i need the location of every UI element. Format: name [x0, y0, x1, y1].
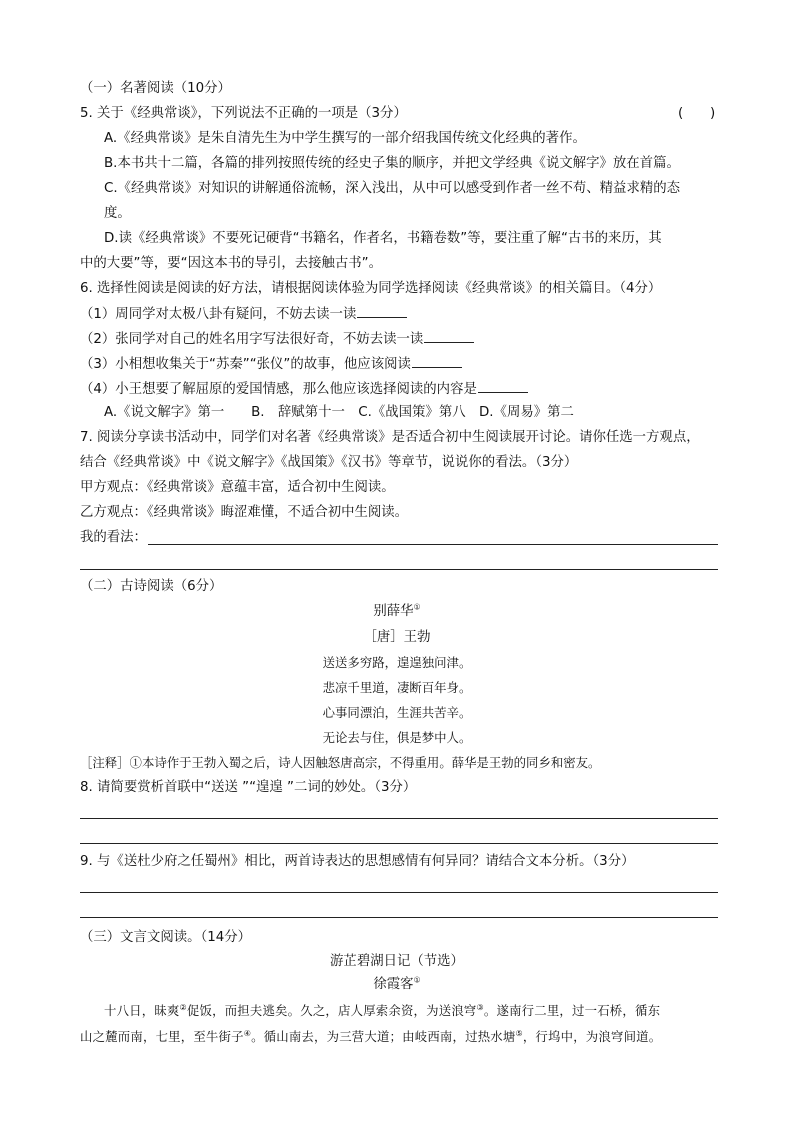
q6-item-4: （4）小王想要了解屈原的爱国情感，那么他应该选择阅读的内容是 [80, 378, 528, 400]
q5-option-c-line2: 度。 [104, 206, 131, 221]
q5-option-c-line1: C.《经典常谈》对知识的讲解通俗流畅，深入浅出，从中可以感受到作者一丝不苟、精益求精的态 [104, 181, 681, 196]
q5-option-d-line1: D.读《经典常谈》不要死记硬背“书籍名，作者名，书籍卷数”等，要注重了解“古书的来历，其 [104, 231, 662, 246]
q5-option-d-line2: 中的大要”等，要“因这本书的导引，去接触古书”。 [80, 256, 383, 271]
classical-paragraph-line-1: 十八日，昧爽②促饭，而担夫逃矣。久之，店人厚索余资，为送浪穹③。遂南行二里，过一石桥，循东 [104, 1002, 661, 1018]
poem-annotation: ［注释］①本诗作于王勃入蜀之后，诗人因触怒唐高宗，不得重用。薛华是王勃的同乡和密友。 [80, 755, 601, 770]
answer-line[interactable] [80, 818, 718, 819]
q6-item-1: （1）周同学对太极八卦有疑问，不妨去读一读 [80, 303, 407, 325]
question-7-stem-line1: 7. 阅读分享读书活动中，同学们对名著《经典常谈》是否适合初中生阅读展开讨论。请你任选一方观点， [80, 430, 700, 445]
q6-options: A.《说文解字》第一 B. 辞赋第十一 C.《战国策》第八 D.《周易》第二 [104, 405, 574, 420]
answer-blank[interactable] [357, 303, 407, 318]
section-title-poem: （二）古诗阅读（6分） [80, 579, 223, 594]
classical-text-title: 游芷碧湖日记（节选） [330, 954, 464, 969]
q7-view-yi: 乙方观点：《经典常谈》晦涩难懂，不适合初中生阅读。 [80, 505, 409, 520]
q5-option-a: A.《经典常谈》是朱自清先生为中学生撰写的一部介绍我国传统文化经典的著作。 [104, 131, 586, 146]
question-5-stem: 5. 关于《经典常谈》，下列说法不正确的一项是（3分） [80, 106, 407, 121]
poem-author: ［唐］王勃 [363, 630, 431, 645]
poem-line-1: 送送多穷路，遑遑独问津。 [322, 655, 472, 670]
question-8: 8. 请简要赏析首联中“送送 ”“遑遑 ”二词的妙处。（3分） [80, 780, 417, 795]
question-9: 9. 与《送杜少府之任蜀州》相比，两首诗表达的思想感情有何异同？请结合文本分析。（3分） [80, 854, 635, 869]
answer-line[interactable] [148, 544, 718, 545]
q7-view-jia: 甲方观点：《经典常谈》意蕴丰富，适合初中生阅读。 [80, 480, 395, 495]
q7-my-view-label: 我的看法： [80, 530, 147, 545]
answer-line[interactable] [80, 843, 718, 844]
poem-line-2: 悲凉千里道，凄断百年身。 [322, 680, 472, 695]
section-title-famous-books: （一）名著阅读（10分） [80, 81, 231, 96]
poem-title: 别薛华① [373, 602, 421, 619]
classical-text-author: 徐霞客① [373, 975, 421, 992]
answer-blank[interactable] [478, 378, 528, 393]
q5-option-b: B.本书共十二篇，各篇的排列按照传统的经史子集的顺序，并把文学经典《说文解字》放在首篇。 [104, 156, 680, 171]
answer-paren[interactable]: ( ) [678, 106, 716, 121]
q6-item-3: （3）小相想收集关于“苏秦”“张仪”的故事，他应该阅读 [80, 353, 462, 375]
answer-line[interactable] [80, 892, 718, 893]
question-7-stem-line2: 结合《经典常谈》中《说文解字》《战国策》《汉书》等章节，说说你的看法。（3分） [80, 455, 578, 470]
answer-blank[interactable] [412, 353, 462, 368]
question-6-stem: 6. 选择性阅读是阅读的好方法，请根据阅读体验为同学选择阅读《经典常谈》的相关篇目。（4分） [80, 281, 662, 296]
section-title-classical: （三）文言文阅读。（14分） [80, 930, 252, 945]
answer-line[interactable] [80, 917, 718, 918]
q6-item-2: （2）张同学对自己的姓名用字写法很好奇，不妨去读一读 [80, 328, 474, 350]
poem-line-3: 心事同漂泊，生涯共苦辛。 [322, 705, 472, 720]
answer-line[interactable] [80, 569, 718, 570]
classical-paragraph-line-2: 山之麓而南，七里，至牛街子④。循山南去，为三营大道；由岐西南，过热水塘⑤，行坞中，为浪穹间道。 [80, 1028, 662, 1044]
answer-blank[interactable] [424, 328, 474, 343]
poem-line-4: 无论去与住，俱是梦中人。 [322, 730, 472, 745]
